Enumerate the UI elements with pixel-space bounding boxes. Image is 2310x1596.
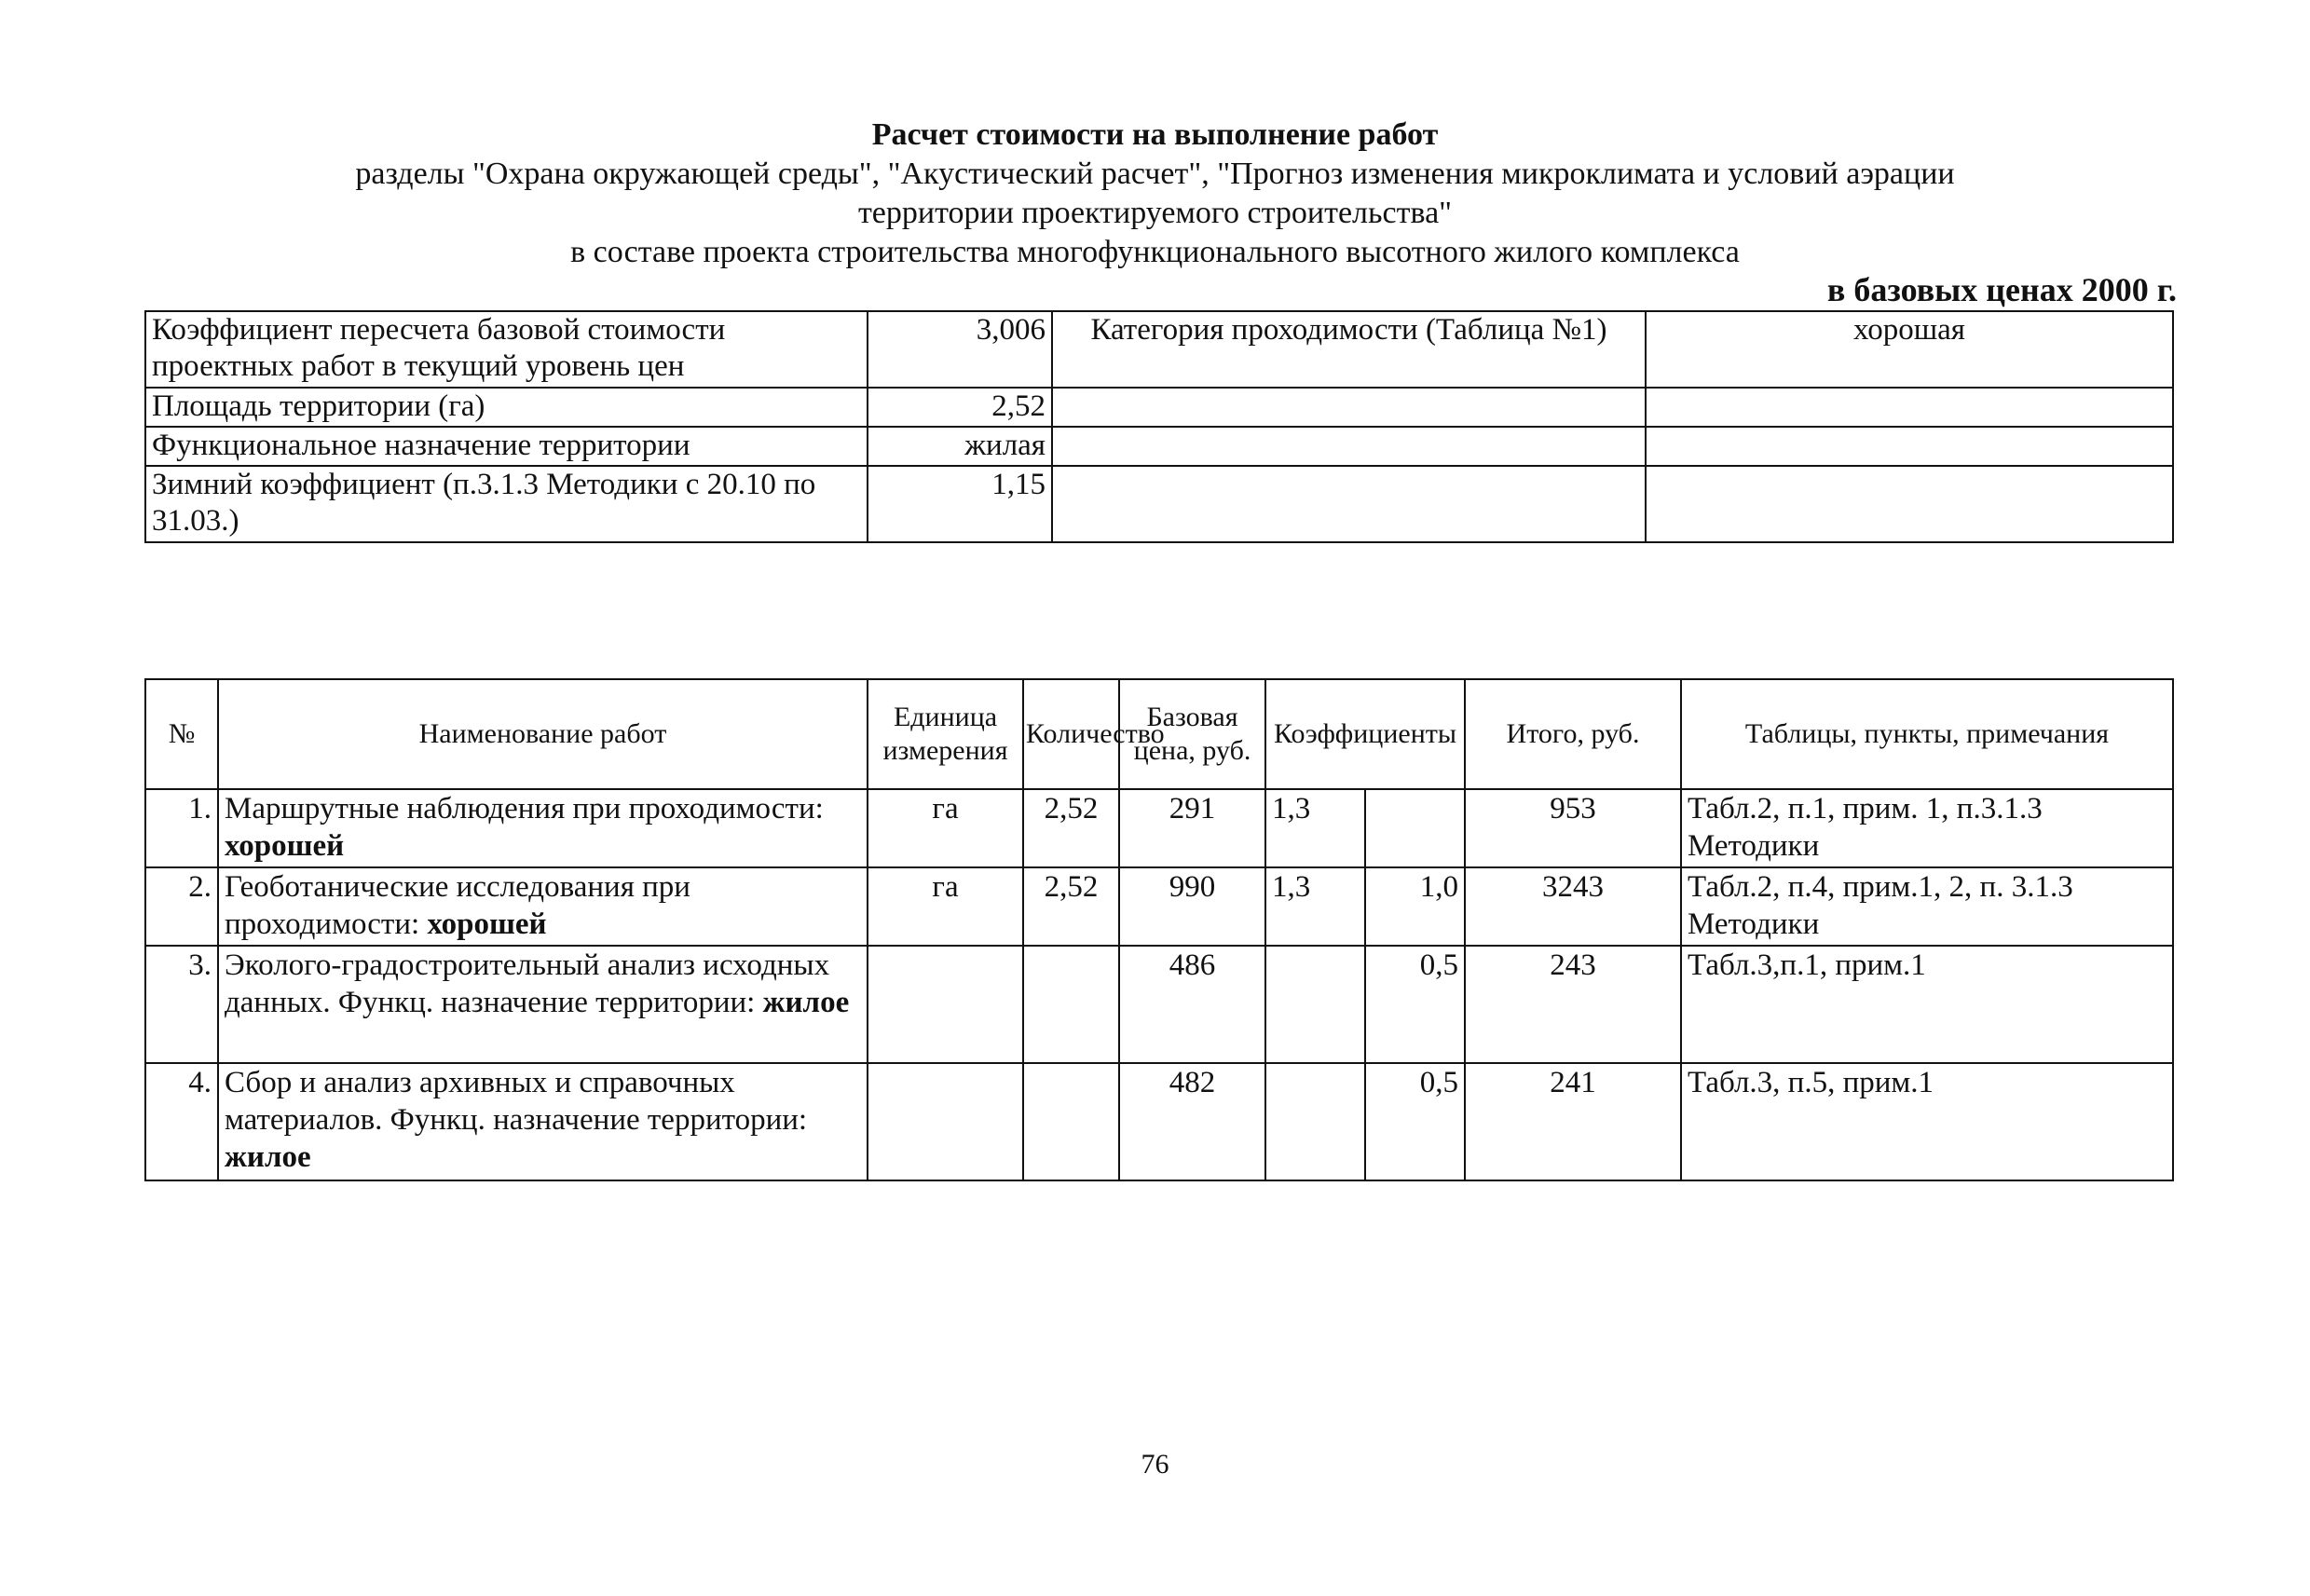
row-notes: Табл.3, п.5, прим.1 — [1681, 1063, 2173, 1180]
row-notes: Табл.3,п.1, прим.1 — [1681, 946, 2173, 1063]
table-row — [145, 867, 2173, 946]
row-total: 3243 — [1465, 867, 1681, 946]
row-name-text: Эколого-градостроительный анализ исходных данных. Функц. назначение территории: — [225, 948, 830, 1019]
row-price: 486 — [1119, 946, 1265, 1063]
param-value: 3,006 — [868, 311, 1052, 388]
row-price: 990 — [1119, 867, 1265, 946]
header-num: № — [145, 679, 218, 789]
header-unit: Единица измерения — [868, 679, 1023, 789]
empty-cell — [1646, 427, 2173, 466]
row-name-text: Сбор и анализ архивных и справочных материалов. Функц. назначение территории: — [225, 1066, 808, 1137]
price-basis-note: в базовых ценах 2000 г. — [1826, 271, 2177, 308]
document-subtitle-line2: территории проектируемого строительства" — [857, 196, 1453, 230]
param-label: Коэффициент пересчета базовой стоимости проектных работ в текущий уровень цен — [145, 311, 868, 388]
row-total: 243 — [1465, 946, 1681, 1063]
row-qty — [1023, 946, 1119, 1063]
row-price: 291 — [1119, 789, 1265, 867]
params-row-area — [145, 388, 2173, 427]
row-name — [218, 789, 868, 867]
row-k2 — [1365, 789, 1465, 867]
param-label: Функциональное назначение территории — [145, 427, 868, 466]
category-label: Категория проходимости (Таблица №1) — [1052, 311, 1646, 388]
empty-cell — [1052, 427, 1646, 466]
header-qty: Количество — [1023, 679, 1119, 789]
param-value: 1,15 — [868, 466, 1052, 542]
row-num: 1. — [145, 789, 218, 867]
table-row — [145, 1063, 2173, 1180]
document-subtitle-line1: разделы "Охрана окружающей среды", "Акустический расчет", "Прогноз изменения микроклимата и условий аэрации — [355, 157, 1955, 191]
row-name — [218, 1063, 868, 1180]
empty-cell — [1052, 466, 1646, 542]
row-total: 241 — [1465, 1063, 1681, 1180]
empty-cell — [1052, 388, 1646, 427]
params-row-coefficient — [145, 311, 2173, 388]
row-notes: Табл.2, п.4, прим.1, 2, п. 3.1.3 Методики — [1681, 867, 2173, 946]
header-base-price: Базовая цена, руб. — [1119, 679, 1265, 789]
row-k1: 1,3 — [1265, 867, 1365, 946]
row-notes: Табл.2, п.1, прим. 1, п.3.1.3 Методики — [1681, 789, 2173, 867]
empty-cell — [1646, 388, 2173, 427]
parameters-table — [144, 310, 2174, 543]
page-number: 76 — [1141, 1449, 1169, 1480]
header-total: Итого, руб. — [1465, 679, 1681, 789]
param-label: Площадь территории (га) — [145, 388, 868, 427]
header-name: Наименование работ — [218, 679, 868, 789]
row-qty: 2,52 — [1023, 789, 1119, 867]
row-name-bold: хорошей — [427, 907, 547, 941]
document-title: Расчет стоимости на выполнение работ — [871, 117, 1439, 152]
row-k1: 1,3 — [1265, 789, 1365, 867]
row-name — [218, 946, 868, 1063]
category-value: хорошая — [1646, 311, 2173, 388]
row-unit: га — [868, 867, 1023, 946]
header-coefficients: Коэффициенты — [1265, 679, 1465, 789]
row-name-text: Маршрутные наблюдения при проходимости: — [225, 792, 824, 825]
row-total: 953 — [1465, 789, 1681, 867]
row-name-bold: хорошей — [225, 829, 345, 863]
row-name — [218, 867, 868, 946]
header-notes: Таблицы, пункты, примечания — [1681, 679, 2173, 789]
table-row — [145, 946, 2173, 1063]
row-k2: 1,0 — [1365, 867, 1465, 946]
row-num: 3. — [145, 946, 218, 1063]
row-name-bold: жилое — [762, 986, 850, 1019]
row-k2: 0,5 — [1365, 946, 1465, 1063]
row-num: 4. — [145, 1063, 218, 1180]
row-unit — [868, 946, 1023, 1063]
row-qty: 2,52 — [1023, 867, 1119, 946]
row-unit — [868, 1063, 1023, 1180]
param-value: жилая — [868, 427, 1052, 466]
params-row-winter — [145, 466, 2173, 542]
document-subtitle-line3: в составе проекта строительства многофункционального высотного жилого комплекса — [570, 235, 1740, 269]
param-label: Зимний коэффициент (п.3.1.3 Методики с 20.10 по 31.03.) — [145, 466, 868, 542]
row-k1 — [1265, 946, 1365, 1063]
empty-cell — [1646, 466, 2173, 542]
row-k2: 0,5 — [1365, 1063, 1465, 1180]
works-table — [144, 678, 2174, 1181]
table-row — [145, 789, 2173, 867]
row-name-text: Геоботанические исследования при проходимости: — [225, 870, 690, 941]
row-name-bold: жилое — [225, 1140, 311, 1174]
row-unit: га — [868, 789, 1023, 867]
row-num: 2. — [145, 867, 218, 946]
params-row-function — [145, 427, 2173, 466]
row-price: 482 — [1119, 1063, 1265, 1180]
row-qty — [1023, 1063, 1119, 1180]
works-header-row — [145, 679, 2173, 789]
param-value: 2,52 — [868, 388, 1052, 427]
row-k1 — [1265, 1063, 1365, 1180]
